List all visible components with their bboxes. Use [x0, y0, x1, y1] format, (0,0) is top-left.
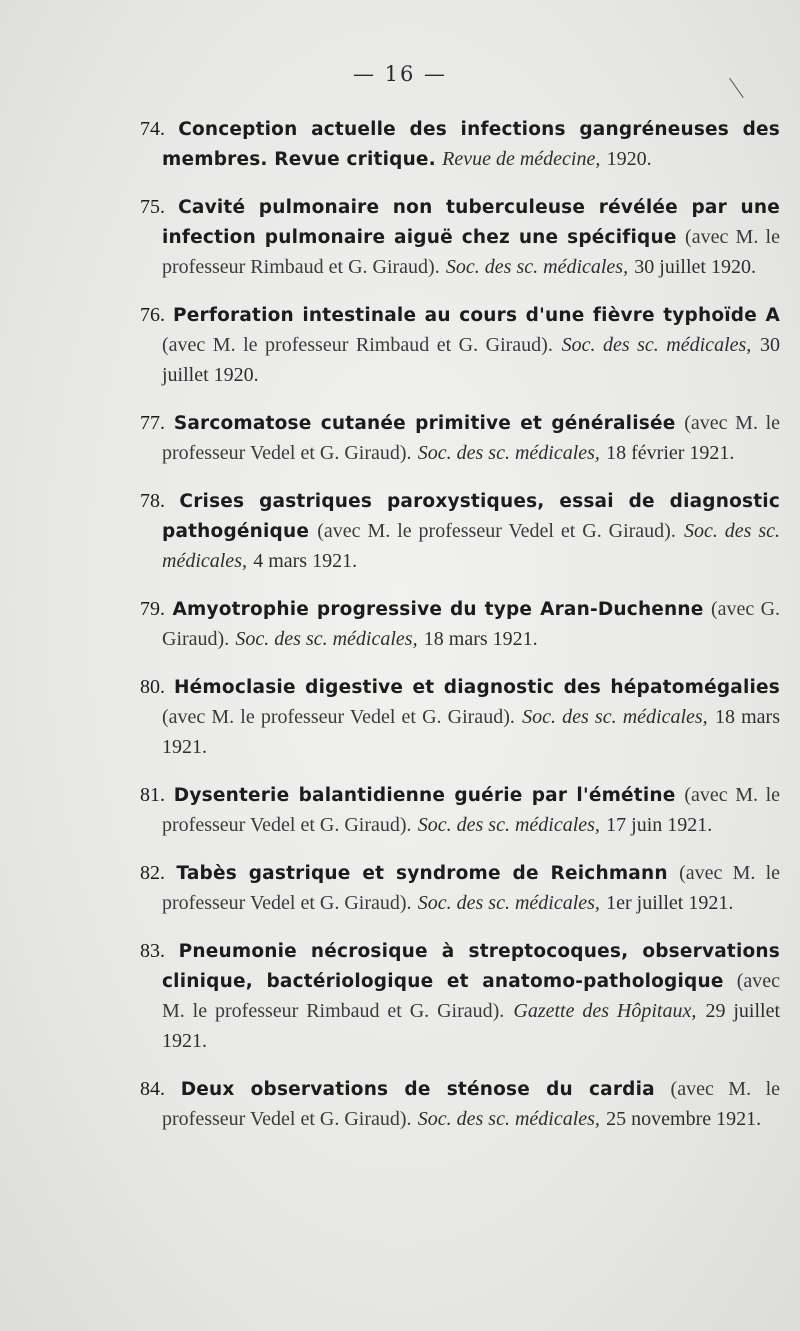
publication-entry [140, 300, 780, 390]
entry-title: Hémoclasie digestive et diagnostic des hépatomégalies [174, 677, 780, 698]
publication-entry [140, 672, 780, 762]
entry-date: 17 juin 1921. [606, 814, 713, 836]
entry-source: Revue de médecine, [442, 148, 601, 170]
entry-date: 1er juillet 1921. [606, 892, 734, 914]
publication-entry [140, 858, 780, 918]
entry-title: Crises gastriques paroxystiques, essai de diagnostic pathogénique [162, 491, 780, 542]
entry-authors: (avec M. le professeur Rimbaud et G. Giraud). [162, 970, 780, 1022]
entry-authors: (avec M. le professeur Vedel et G. Giraud). [162, 1078, 781, 1130]
entry-source: Soc. des sc. médicales, [561, 334, 752, 356]
entry-source: Soc. des sc. médicales, [417, 892, 600, 914]
entry-authors: (avec M. le professeur Vedel et G. Giraud). [162, 706, 515, 728]
entry-date: 1920. [606, 148, 652, 170]
entry-authors: (avec M. le professeur Vedel et G. Giraud). [162, 862, 780, 914]
entry-number: 74. [140, 118, 165, 140]
entry-date: 18 mars 1921. [423, 628, 538, 650]
entry-number: 83. [140, 940, 165, 962]
publication-entry [140, 594, 780, 654]
entry-authors: (avec M. le professeur Rimbaud et G. Giraud). [162, 334, 553, 356]
entry-title: Tabès gastrique et syndrome de Reichmann [176, 863, 668, 884]
entry-title: Amyotrophie progressive du type Aran-Duchenne [172, 599, 704, 620]
entry-number: 80. [140, 676, 165, 698]
entry-number: 75. [140, 196, 165, 218]
entry-source: Soc. des sc. médicales, [235, 628, 418, 650]
entry-title: Conception actuelle des infections gangréneuses des membres. Revue critique. [162, 119, 781, 170]
entry-date: 4 mars 1921. [253, 550, 358, 572]
entry-date: 18 février 1921. [606, 442, 735, 464]
entry-number: 82. [140, 862, 165, 884]
publication-entry [140, 486, 780, 576]
entry-date: 29 juillet 1921. [162, 1000, 781, 1052]
entry-title: Pneumonie nécrosique à streptocoques, observations clinique, bactériologique et anatomo-pathologique [162, 941, 780, 992]
entry-authors: (avec M. le professeur Vedel et G. Giraud). [162, 412, 780, 464]
entry-title: Deux observations de sténose du cardia [180, 1079, 655, 1100]
entry-number: 77. [140, 412, 165, 434]
entry-authors: (avec M. le professeur Rimbaud et G. Giraud). [162, 226, 780, 278]
entry-date: 18 mars 1921. [162, 706, 780, 758]
entry-source: Soc. des sc. médicales, [417, 1108, 600, 1130]
entry-date: 25 novembre 1921. [606, 1108, 762, 1130]
entry-source: Soc. des sc. médicales, [417, 442, 600, 464]
entry-source: Soc. des sc. médicales, [522, 706, 708, 728]
publication-entry [140, 192, 780, 282]
publication-entry [140, 408, 780, 468]
entry-title: Dysenterie balantidienne guérie par l'émétine [173, 785, 676, 806]
entry-authors: (avec G. Giraud). [162, 598, 781, 650]
entry-title: Cavité pulmonaire non tuberculeuse révélée par une infection pulmonaire aiguë chez une spécifique [162, 197, 780, 248]
entry-date: 30 juillet 1920. [634, 256, 756, 278]
entry-source: Soc. des sc. médicales, [417, 814, 600, 836]
entry-source: Gazette des Hôpitaux, [513, 1000, 697, 1022]
publication-entry [140, 114, 780, 174]
entry-source: Soc. des sc. médicales, [162, 520, 781, 572]
entry-number: 76. [140, 304, 165, 326]
entry-number: 81. [140, 784, 165, 806]
entry-date: 30 juillet 1920. [162, 334, 780, 386]
publication-list [140, 114, 780, 1152]
entry-authors: (avec M. le professeur Vedel et G. Giraud). [162, 784, 781, 836]
entry-number: 84. [140, 1078, 165, 1100]
publication-entry [140, 936, 780, 1056]
entry-title: Sarcomatose cutanée primitive et généralisée [173, 413, 676, 434]
publication-entry [140, 780, 780, 840]
entry-title: Perforation intestinale au cours d'une fièvre typhoïde A [173, 305, 780, 326]
entry-authors: (avec M. le professeur Vedel et G. Giraud). [317, 520, 676, 542]
entry-number: 78. [140, 490, 165, 512]
entry-source: Soc. des sc. médicales, [445, 256, 629, 278]
entry-number: 79. [140, 598, 165, 620]
publication-entry [140, 1074, 780, 1134]
page-number: — 16 — [352, 62, 448, 86]
